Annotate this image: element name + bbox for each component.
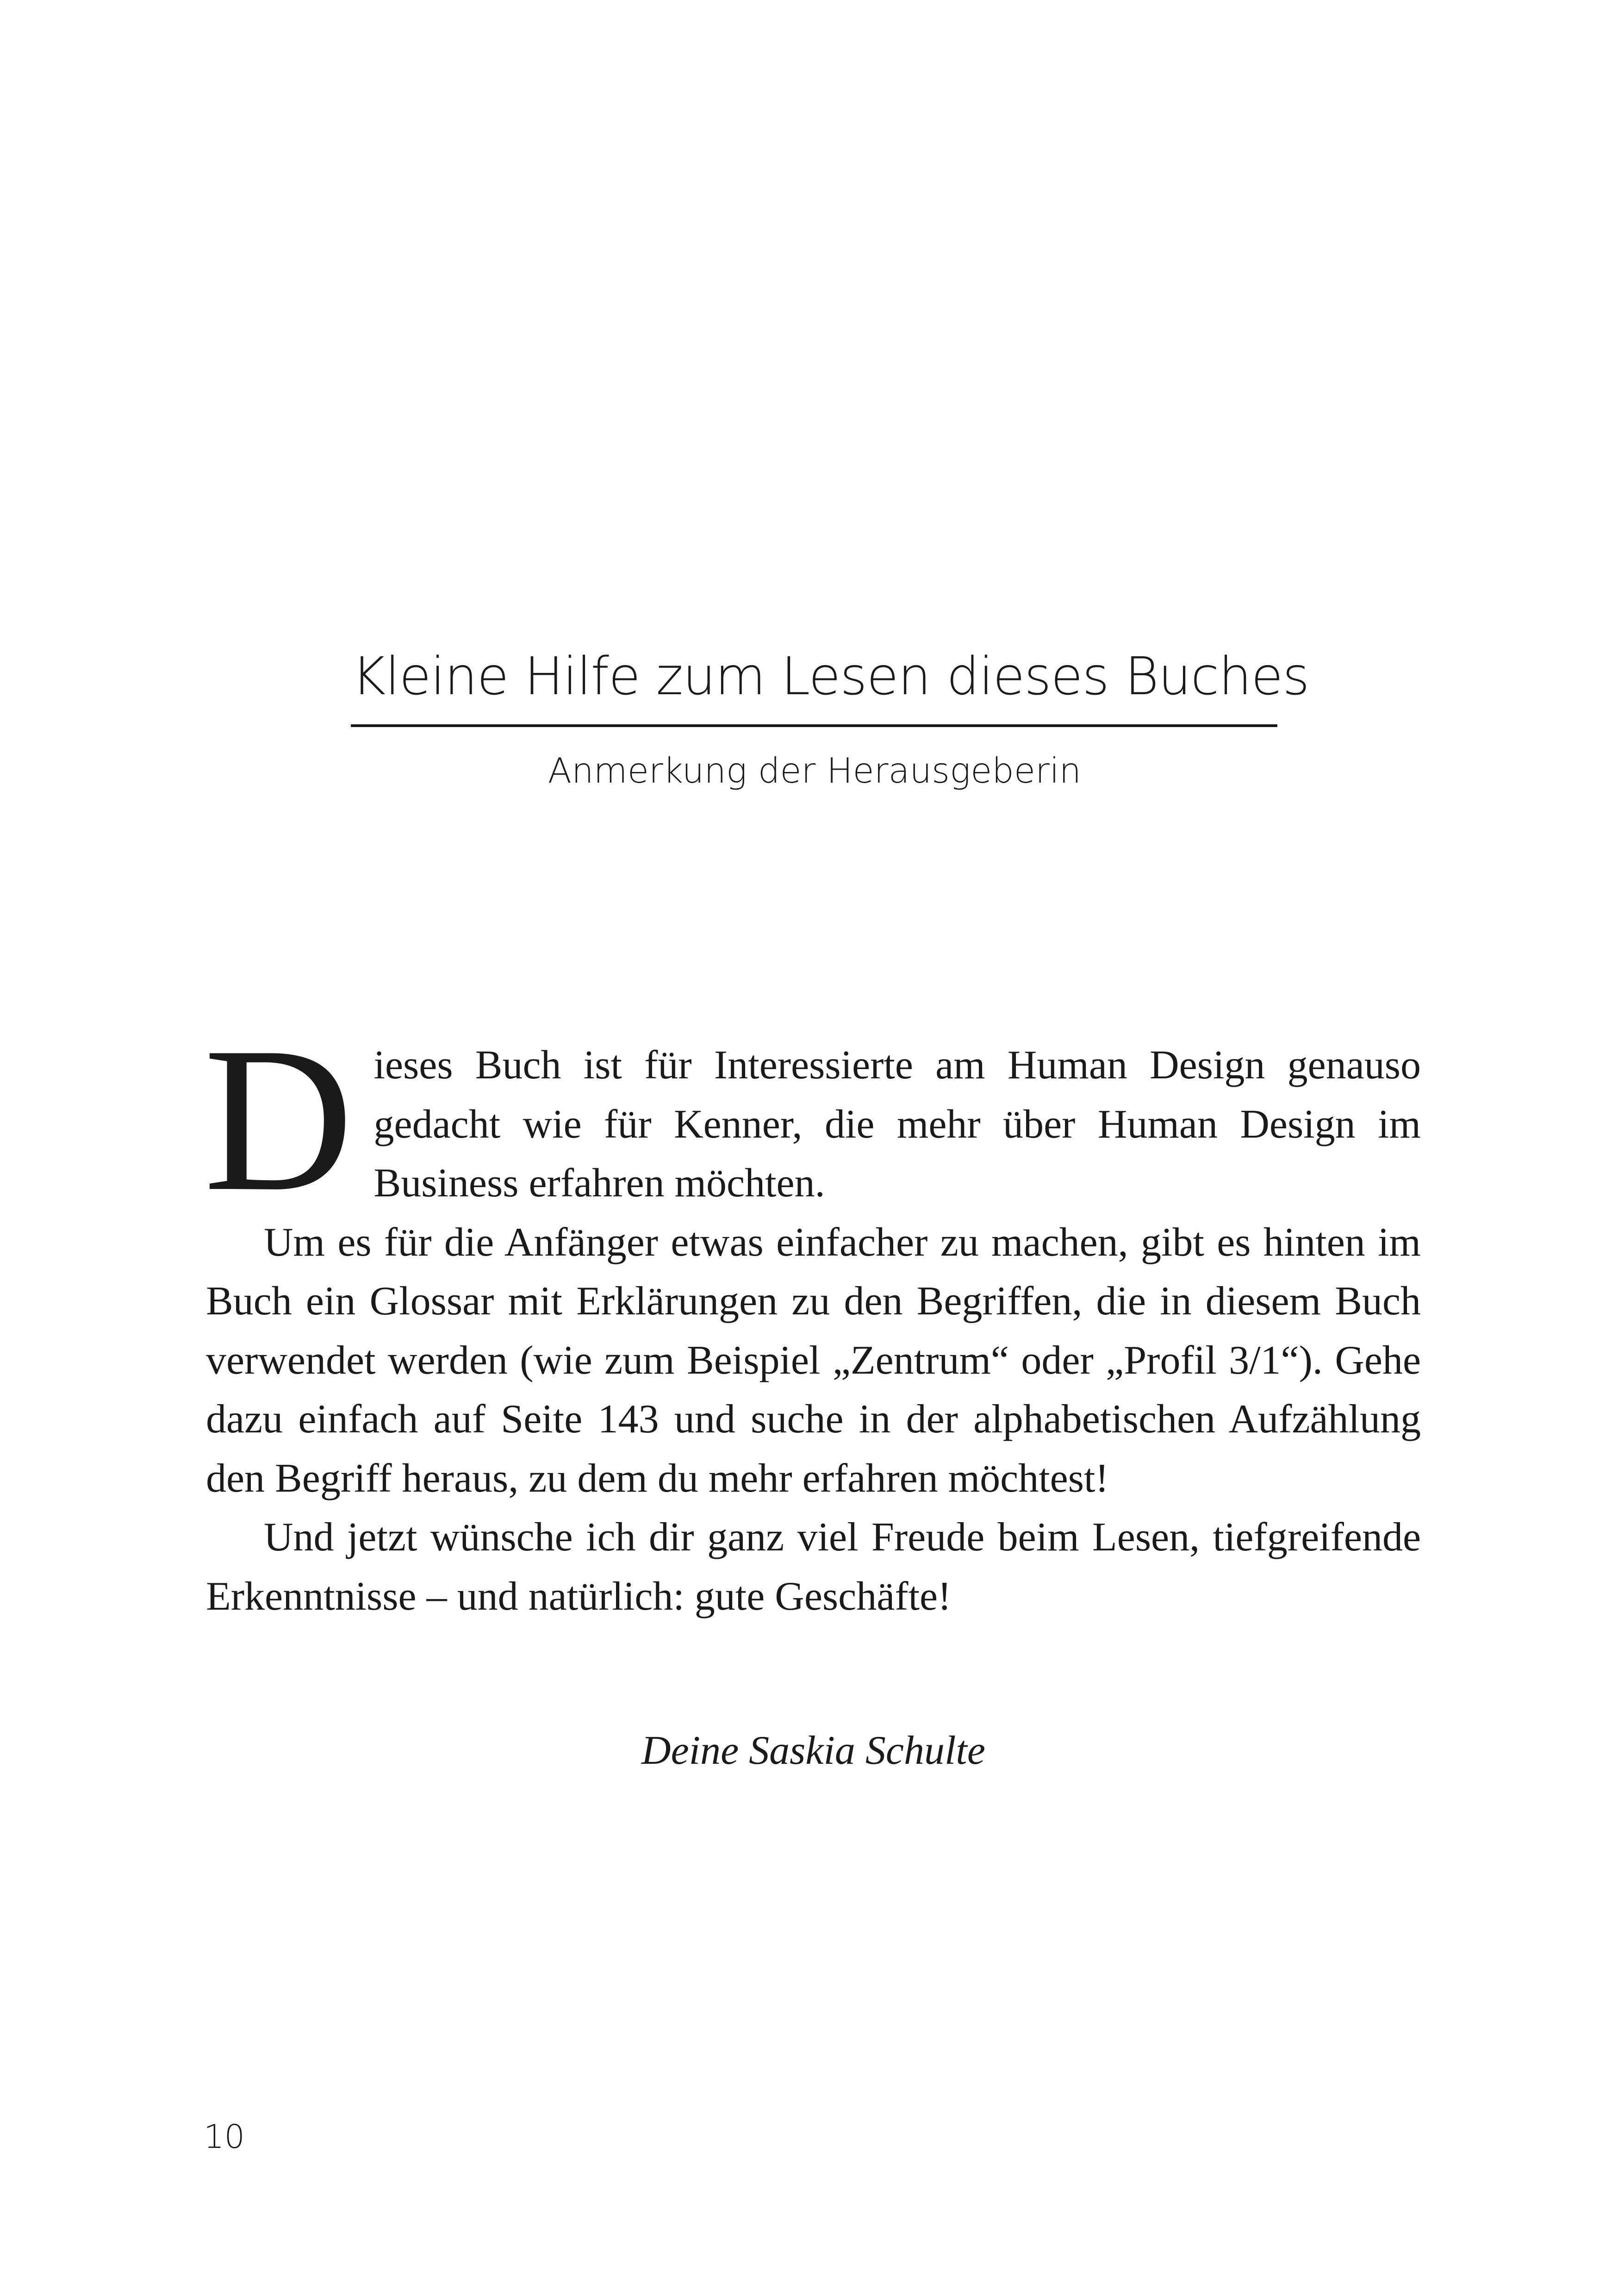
page-number: 10	[204, 2118, 245, 2156]
paragraph-1-text: ieses Buch ist für Interessierte am Human Design genauso gedacht wie für Kenner, die mehr über Human Design im Business erfahren möchten.	[373, 1043, 1421, 1206]
paragraph-3: Und jetzt wünsche ich dir ganz viel Freude beim Lesen, tiefgreifende Erkenntnisse – und natürlich: gute Geschäfte!	[206, 1515, 1421, 1619]
title-underline	[351, 724, 1277, 727]
paragraph-1	[204, 1004, 1421, 1234]
section-title: Kleine Hilfe zum Lesen dieses Buches	[352, 647, 1309, 707]
body-text	[204, 1004, 1421, 1626]
section-subtitle: Anmerkung der Herausgeberin	[548, 750, 1082, 791]
signature: Deine Saskia Schulte	[641, 1728, 985, 1773]
paragraph-2: Um es für die Anfänger etwas einfacher zu machen, gibt es hinten im Buch ein Glossar mit Erklärungen zu den Begriffen, die in diesem Buch verwendet werden (wie zum Beispiel „Zentrum“ oder „Profil 3/1“). Gehe dazu einfach auf Seite 143 und suche in der alphabetischen Aufzählung den Begriff heraus, zu dem du mehr erfahren möchtest!	[206, 1220, 1421, 1501]
drop-cap: D	[204, 1004, 354, 1234]
